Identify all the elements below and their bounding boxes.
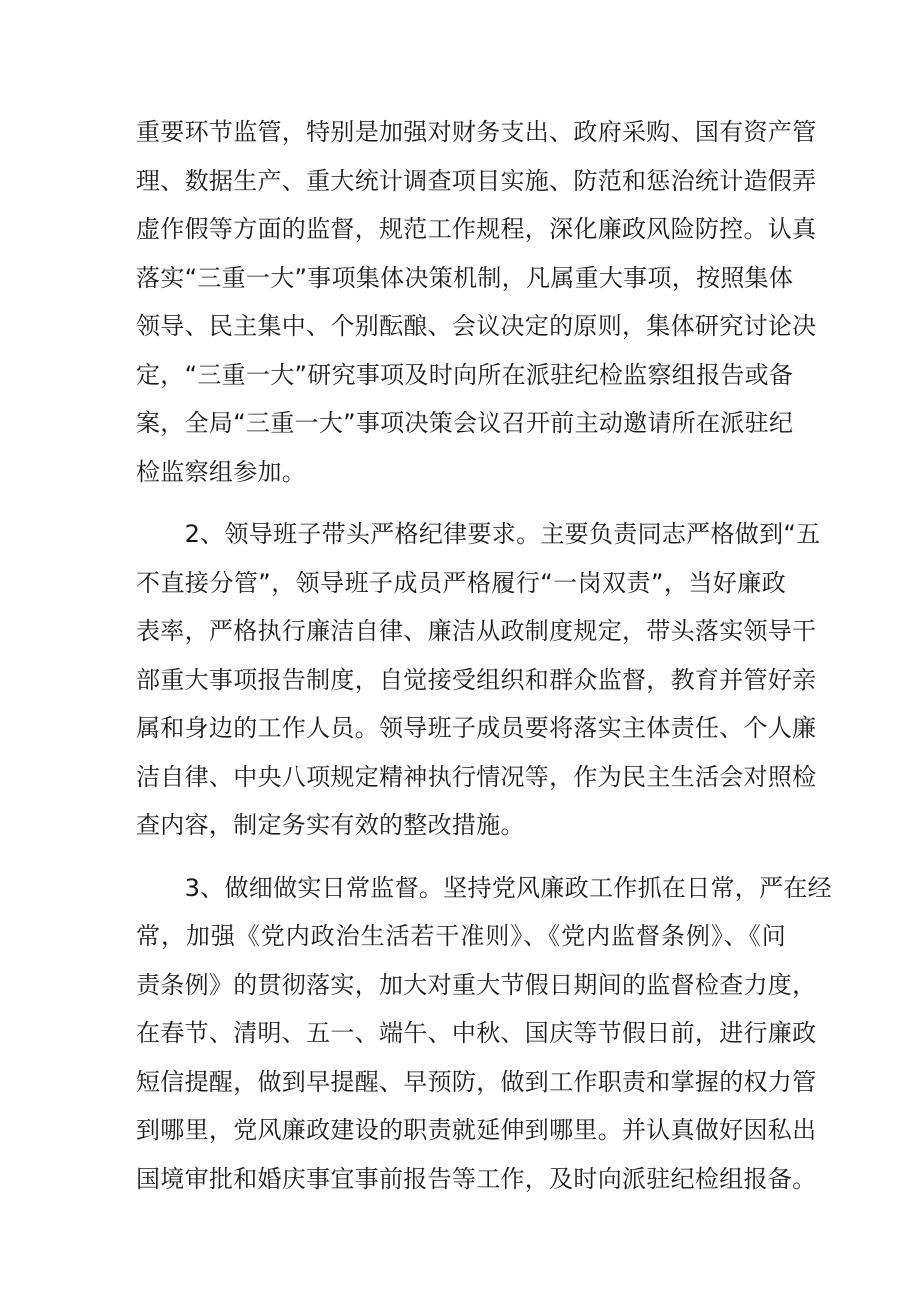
paragraph-2 bbox=[136, 510, 821, 850]
text-line: 部重大事项报告制度，自觉接受组织和群众监督，教育并管好亲 bbox=[136, 665, 817, 694]
text-line: 3、做细做实日常监督。坚持党风廉政工作抓在日常，严在经 bbox=[136, 873, 832, 902]
text-line: 在春节、清明、五一、端午、中秋、国庆等节假日前，进行廉政 bbox=[136, 1019, 817, 1047]
text-line: 重要环节监管，特别是加强对财务支出、政府采购、国有资产管 bbox=[136, 118, 817, 146]
paragraph-3 bbox=[136, 864, 832, 1204]
text-line: 表率，严格执行廉洁自律、廉洁从政制度规定，带头落实领导干 bbox=[136, 617, 817, 645]
text-line: 领导、民主集中、个别酝酿、会议决定的原则，集体研究讨论决 bbox=[136, 312, 817, 340]
text-line: 不直接分管”，领导班子成员严格履行“一岗双责”，当好廉政 bbox=[136, 568, 786, 597]
text-line: 落实“三重一大”事项集体决策机制，凡属重大事项，按照集体 bbox=[136, 263, 794, 292]
text-line: 洁自律、中央八项规定精神执行情况等，作为民主生活会对照检 bbox=[136, 762, 817, 791]
text-line: 常，加强《党内政治生活若干准则》、《党内监督条例》、《问 bbox=[136, 922, 786, 950]
text-line: 定，“三重一大”研究事项及时向所在派驻纪检监察组报告或备 bbox=[136, 360, 794, 389]
text-line: 短信提醒，做到早提醒、早预防，做到工作职责和掌握的权力管 bbox=[136, 1067, 817, 1096]
document-body bbox=[136, 108, 832, 1217]
text-line: 理、数据生产、重大统计调查项目实施、防范和惩治统计造假弄 bbox=[136, 166, 817, 195]
text-line: 查内容，制定务实有效的整改措施。 bbox=[136, 811, 525, 839]
paragraph-1 bbox=[136, 108, 817, 496]
text-line: 2、领导班子带头严格纪律要求。主要负责同志严格做到“五 bbox=[136, 520, 821, 548]
text-line: 案，全局“三重一大”事项决策会议召开前主动邀请所在派驻纪 bbox=[136, 409, 794, 437]
text-line: 责条例》的贯彻落实，加大对重大节假日期间的监督检查力度， bbox=[136, 970, 817, 999]
text-line: 虚作假等方面的监督，规范工作规程，深化廉政风险防控。认真 bbox=[136, 215, 817, 243]
text-line: 属和身边的工作人员。领导班子成员要将落实主体责任、个人廉 bbox=[136, 714, 817, 742]
text-line: 国境审批和婚庆事宜事前报告等工作，及时向派驻纪检组报备。 bbox=[136, 1164, 817, 1193]
text-line: 检监察组参加。 bbox=[136, 457, 307, 486]
text-line: 到哪里，党风廉政建设的职责就延伸到哪里。并认真做好因私出 bbox=[136, 1116, 817, 1144]
